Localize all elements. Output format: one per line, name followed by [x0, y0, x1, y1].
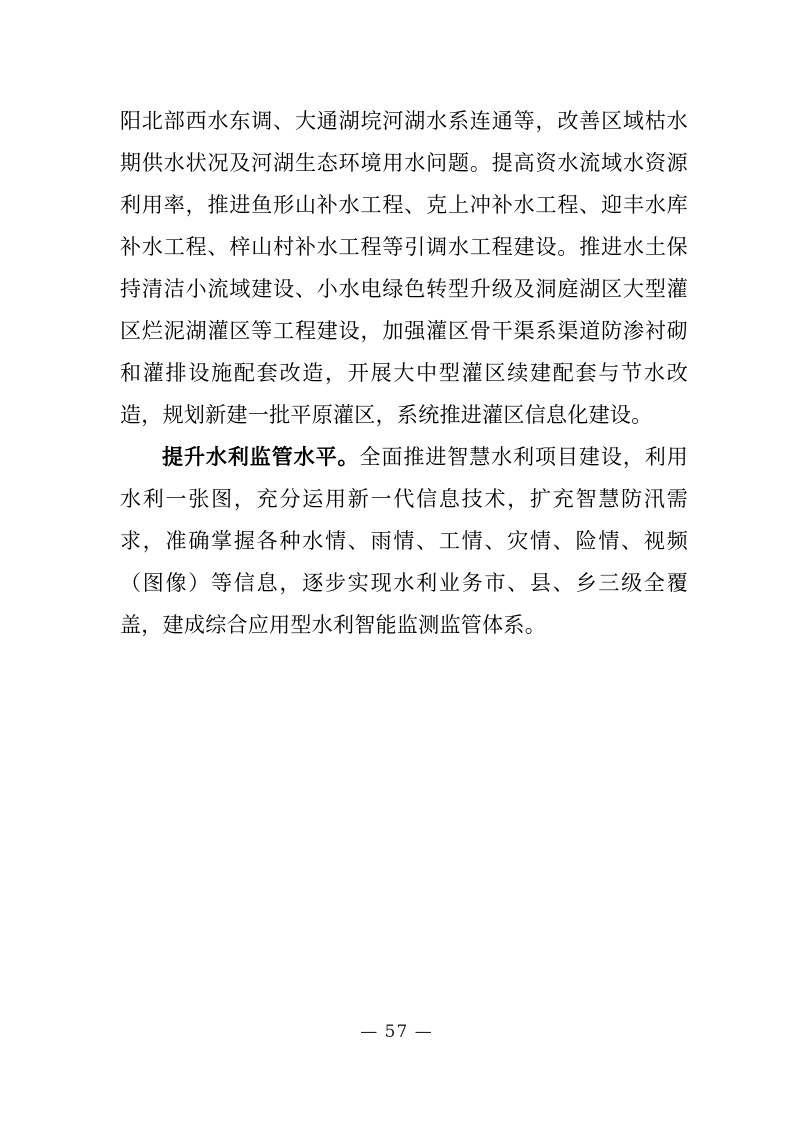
page-number: — 57 —	[360, 1022, 433, 1042]
document-body	[120, 100, 688, 646]
paragraph-2-text: 全面推进智慧水利项目建设，利用水利一张图，充分运用新一代信息技术，扩充智慧防汛需求，准确掌握各种水情、雨情、工情、灾情、险情、视频（图像）等信息，逐步实现水利业务市、县、乡三级全覆盖，建成综合应用型水利智能监测监管体系。	[120, 445, 689, 637]
paragraph-2	[120, 436, 688, 646]
paragraph-2-lead: 提升水利监管水平。	[162, 445, 360, 469]
paragraph-1-text: 阳北部西水东调、大通湖垸河湖水系连通等，改善区域枯水期供水状况及河湖生态环境用水问题。提高资水流域水资源利用率，推进鱼形山补水工程、克上冲补水工程、迎丰水库补水工程、梓山村补水工程等引调水工程建设。推进水土保持清洁小流域建设、小水电绿色转型升级及洞庭湖区大型灌区烂泥湖灌区等工程建设，加强灌区骨干渠系渠道防渗衬砌和灌排设施配套改造，开展大中型灌区续建配套与节水改造，规划新建一批平原灌区，系统推进灌区信息化建设。	[120, 109, 688, 427]
paragraph-1	[120, 100, 688, 436]
